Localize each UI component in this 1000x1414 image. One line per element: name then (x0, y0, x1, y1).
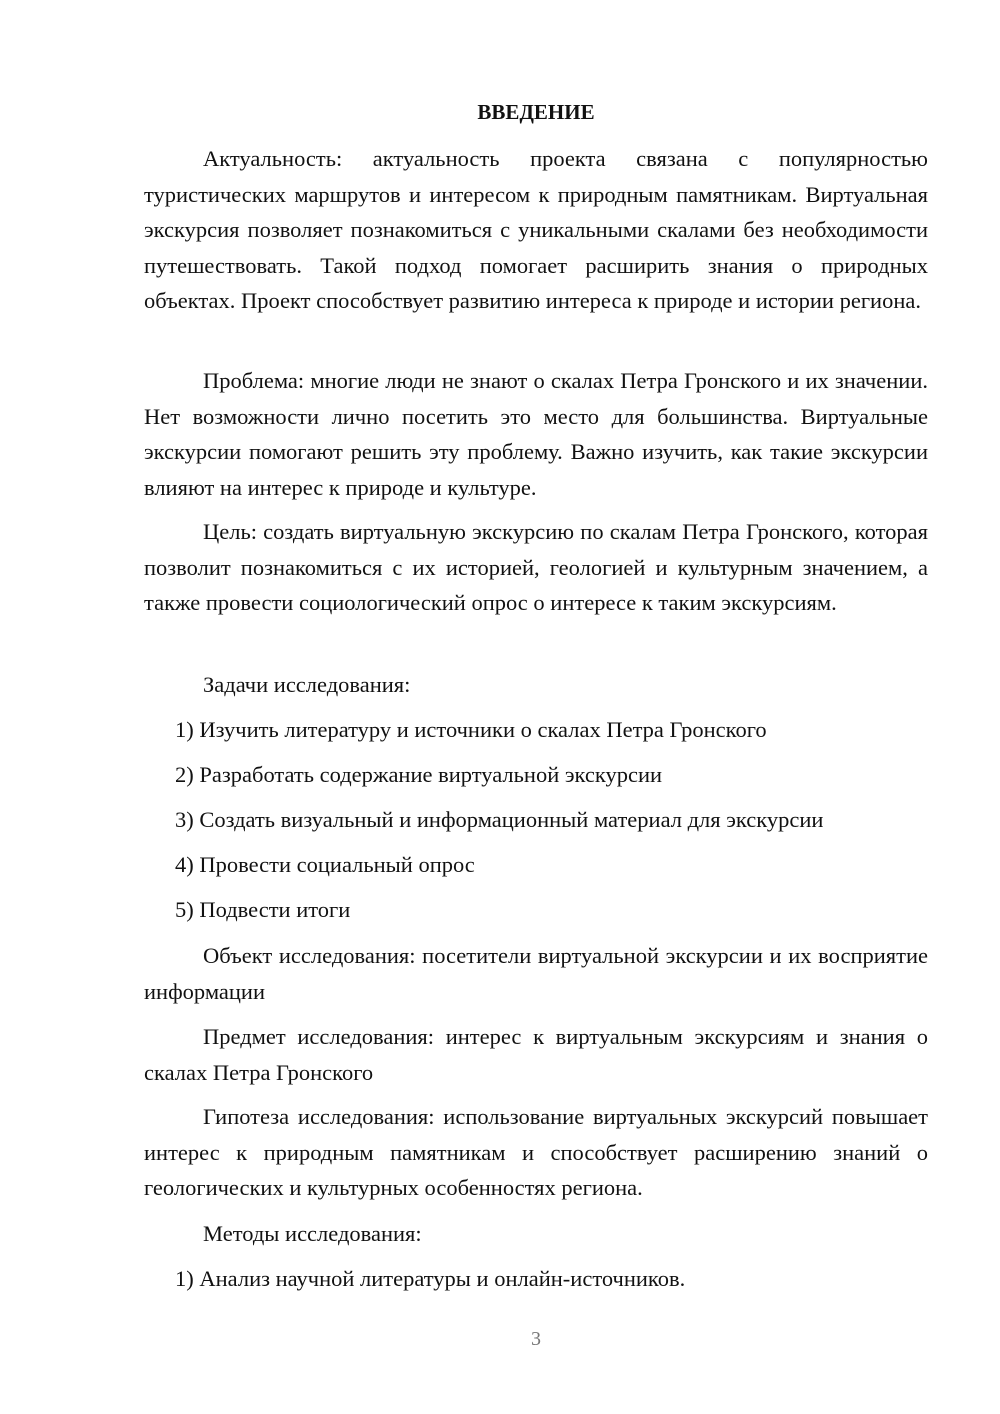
list-item-task-3: 3) Создать визуальный и информационный материал для экскурсии (175, 807, 824, 832)
list-item-task-2: 2) Разработать содержание виртуальной экскурсии (175, 762, 663, 787)
paragraph-relevance: Актуальность: актуальность проекта связана с популярностью туристических маршрутов и интересом к природным памятникам. Виртуальная экскурсия позволяет познакомиться с уникальными скалами без необходимости путешествовать. Такой подход помогает расширить знания о природных объектах. Проект способствует развитию интереса к природе и истории региона. (144, 146, 928, 313)
tasks-heading: Задачи исследования: (203, 672, 411, 697)
page-title: ВВЕДЕНИЕ (477, 100, 595, 124)
paragraph-problem: Проблема: многие люди не знают о скалах Петра Гронского и их значении. Нет возможности лично посетить это место для большинства. Виртуальные экскурсии помогают решить эту проблему. Важно изучить, как такие экскурсии влияют на интерес к природе и культуре. (144, 368, 928, 500)
paragraph-goal: Цель: создать виртуальную экскурсию по скалам Петра Гронского, которая позволит познакомиться с их историей, геологией и культурным значением, а также провести социологический опрос о интересе к таким экскурсиям. (144, 519, 928, 615)
paragraph-subject: Предмет исследования: интерес к виртуальным экскурсиям и знания о скалах Петра Гронского (144, 1024, 928, 1085)
list-item-method-1: 1) Анализ научной литературы и онлайн-источников. (175, 1266, 686, 1291)
paragraph-object: Объект исследования: посетители виртуальной экскурсии и их восприятие информации (144, 943, 928, 1004)
page-number: 3 (531, 1328, 541, 1350)
paragraph-hypothesis: Гипотеза исследования: использование виртуальных экскурсий повышает интерес к природным памятникам и способствует расширению знаний о геологических и культурных особенностях региона. (144, 1104, 928, 1200)
methods-heading: Методы исследования: (203, 1221, 422, 1246)
list-item-task-4: 4) Провести социальный опрос (175, 852, 475, 877)
list-item-task-5: 5) Подвести итоги (175, 897, 351, 922)
list-item-task-1: 1) Изучить литературу и источники о скалах Петра Гронского (175, 717, 767, 742)
